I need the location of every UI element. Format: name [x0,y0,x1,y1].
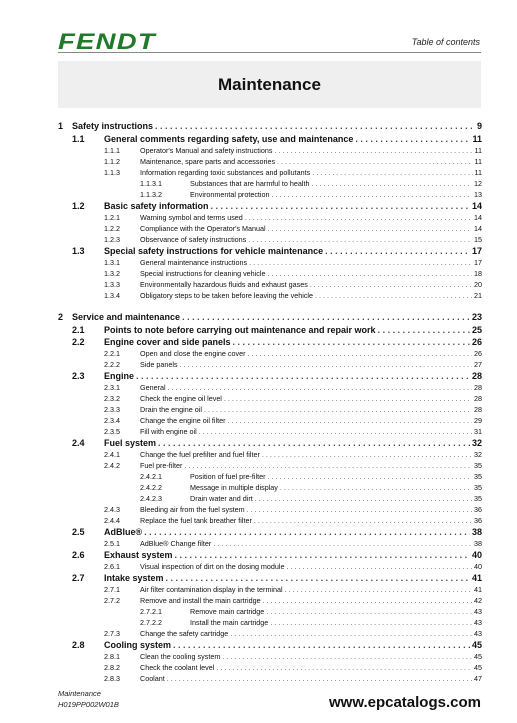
toc-entry-title: Drain water and dirt [190,494,253,503]
toc-entry-page: 17 [471,246,482,256]
toc-entry[interactable] [58,371,482,383]
toc-entry-title: Message in multiple display [190,483,278,492]
toc-entry[interactable] [58,585,482,596]
toc-entry-title: Basic safety information [104,201,209,211]
toc-entry-title: Check the engine oil level [140,394,222,403]
toc-entry-title: Environmentally hazardous fluids and exhaust gases [140,280,308,289]
toc-entry-title: Drain the engine oil [140,405,202,414]
toc-entry-title: Change the safety cartridge [140,629,229,638]
toc-entry-page: 41 [474,585,482,594]
toc-entry[interactable] [58,618,482,629]
table-of-contents [58,121,482,685]
toc-entry[interactable] [58,312,482,325]
toc-entry-title: General [140,383,166,392]
toc-entry[interactable] [58,213,482,224]
toc-entry-title: Safety instructions [72,121,154,131]
toc-entry-page: 40 [474,562,482,571]
toc-entry-page: 13 [474,190,482,199]
watermark: www.epcatalogs.com [329,694,481,711]
toc-leader-dots [280,483,472,492]
toc-entry[interactable] [58,527,482,539]
toc-entry-page: 32 [471,438,482,448]
toc-entry[interactable] [58,663,482,674]
toc-entry-number: 2.8.2 [104,663,120,672]
toc-entry-title: Open and close the engine cover [140,349,246,358]
toc-entry-page: 9 [476,121,482,131]
toc-leader-dots [285,585,472,594]
toc-entry-page: 41 [471,573,482,583]
toc-entry-title: Change the engine oil filter [140,416,226,425]
header-divider [58,52,481,53]
toc-entry-page: 27 [474,360,482,369]
toc-entry-number: 2.4.2.1 [140,472,162,481]
toc-leader-dots [144,527,470,537]
toc-entry-title: Special safety instructions for vehicle maintenance [104,246,324,256]
footer-doc-code: H019PP002W01B [58,700,119,709]
toc-entry-page: 28 [471,371,482,381]
toc-entry-number: 2.3.5 [104,427,120,436]
toc-leader-dots [230,629,472,638]
toc-leader-dots [136,371,470,381]
toc-entry[interactable] [58,201,482,213]
toc-leader-dots [180,360,472,369]
toc-entry-number: 2.3 [72,371,85,381]
toc-entry[interactable] [58,640,482,652]
toc-leader-dots [166,573,470,583]
toc-leader-dots [263,596,472,605]
toc-entry-page: 28 [474,394,482,403]
toc-leader-dots [248,235,472,244]
toc-leader-dots [167,674,472,683]
toc-leader-dots [270,618,472,627]
toc-entry[interactable] [58,596,482,607]
toc-leader-dots [266,607,472,616]
toc-entry-title: Replace the fuel tank breather filter [140,516,252,525]
toc-leader-dots [378,325,470,335]
toc-entry-number: 2.3.4 [104,416,120,425]
toc-leader-dots [213,539,472,548]
toc-entry-number: 2.4.1 [104,450,120,459]
toc-entry-number: 1.2.2 [104,224,120,233]
toc-entry-title: Special instructions for cleaning vehicle [140,269,266,278]
toc-leader-dots [255,494,472,503]
toc-entry[interactable] [58,121,482,134]
toc-entry-title: Fuel system [104,438,157,448]
toc-entry-title: General maintenance instructions [140,258,248,267]
toc-entry[interactable] [58,258,482,269]
toc-entry-page: 26 [474,349,482,358]
toc-entry-page: 14 [474,224,482,233]
toc-entry-page: 25 [471,325,482,335]
toc-entry[interactable] [58,383,482,394]
toc-entry-page: 12 [474,179,482,188]
toc-leader-dots [233,337,470,347]
toc-entry-number: 2.2.2 [104,360,120,369]
toc-leader-dots [182,312,470,322]
footer [58,688,119,710]
toc-entry[interactable] [58,450,482,461]
toc-entry-page: 15 [474,235,482,244]
toc-entry[interactable] [58,562,482,573]
toc-entry[interactable] [58,179,482,190]
toc-entry[interactable] [58,235,482,246]
toc-leader-dots [254,516,472,525]
toc-leader-dots [175,550,470,560]
toc-entry[interactable] [58,146,482,157]
toc-entry-number: 2.6 [72,550,85,560]
toc-entry[interactable] [58,607,482,618]
toc-entry-number: 2.7.2.1 [140,607,162,616]
toc-entry-page: 20 [474,280,482,289]
toc-entry[interactable] [58,438,482,450]
toc-entry-number: 2.5.1 [104,539,120,548]
toc-leader-dots [245,213,472,222]
toc-entry-page: 28 [474,383,482,392]
toc-entry-number: 2.1 [72,325,85,335]
toc-entry-title: Engine cover and side panels [104,337,231,347]
toc-entry[interactable] [58,349,482,360]
toc-leader-dots [355,134,470,144]
toc-entry-number: 1.3.2 [104,269,120,278]
toc-entry[interactable] [58,280,482,291]
toc-entry[interactable] [58,674,482,685]
toc-entry-number: 2.4.4 [104,516,120,525]
section-label: Table of contents [411,37,480,47]
toc-entry-title: Install the main cartridge [190,618,269,627]
toc-entry-number: 2.8 [72,640,85,650]
toc-entry[interactable] [58,427,482,438]
toc-entry-number: 1 [58,121,64,131]
toc-entry-page: 38 [474,539,482,548]
toc-entry-number: 2.3.1 [104,383,120,392]
title-band [58,61,481,108]
toc-entry-title: Bleeding air from the fuel system [140,505,245,514]
toc-entry-page: 11 [474,146,482,155]
toc-entry-page: 26 [471,337,482,347]
toc-leader-dots [155,121,475,131]
toc-entry-number: 1.1.1 [104,146,120,155]
toc-entry-title: Air filter contamination display in the terminal [140,585,283,594]
toc-entry[interactable] [58,573,482,585]
toc-entry-title: Information regarding toxic substances and pollutants [140,168,311,177]
toc-entry[interactable] [58,652,482,663]
toc-entry-number: 2.4.2 [104,461,120,470]
toc-entry-number: 2.7.1 [104,585,120,594]
toc-entry-number: 2.8.3 [104,674,120,683]
toc-entry-title: Warning symbol and terms used [140,213,243,222]
toc-entry-title: General comments regarding safety, use and maintenance [104,134,354,144]
toc-entry-title: Points to note before carrying out maintenance and repair work [104,325,376,335]
toc-entry-title: Obligatory steps to be taken before leaving the vehicle [140,291,314,300]
toc-entry[interactable] [58,337,482,349]
toc-entry-title: AdBlue® [104,527,143,537]
toc-entry-number: 2 [58,312,64,322]
toc-entry-title: Fuel pre-filter [140,461,183,470]
toc-entry-page: 45 [474,663,482,672]
toc-entry-title: AdBlue® Change filter [140,539,212,548]
toc-leader-dots [262,450,472,459]
toc-entry-number: 2.7.3 [104,629,120,638]
toc-entry-number: 1.3.3 [104,280,120,289]
toc-leader-dots [211,201,470,211]
toc-entry-number: 1.2 [72,201,85,211]
toc-leader-dots [222,652,472,661]
toc-leader-dots [311,179,472,188]
toc-entry-page: 29 [474,416,482,425]
toc-entry-title: Change the fuel prefilter and fuel filter [140,450,260,459]
toc-entry[interactable] [58,483,482,494]
fendt-logo: FENDT [58,29,156,54]
toc-leader-dots [274,146,472,155]
toc-entry-page: 38 [471,527,482,537]
toc-entry-number: 2.7 [72,573,85,583]
toc-leader-dots [204,405,472,414]
toc-entry-page: 35 [474,461,482,470]
toc-leader-dots [315,291,472,300]
toc-entry-title: Observance of safety instructions [140,235,247,244]
toc-entry-title: Substances that are harmful to health [190,179,310,188]
toc-leader-dots [267,269,472,278]
toc-entry-title: Compliance with the Operator's Manual [140,224,266,233]
toc-entry[interactable] [58,461,482,472]
toc-entry-title: Remove and install the main cartridge [140,596,261,605]
toc-entry-page: 45 [474,652,482,661]
toc-entry[interactable] [58,505,482,516]
toc-entry-page: 11 [472,134,482,144]
toc-entry-number: 2.5 [72,527,85,537]
toc-entry-page: 42 [474,596,482,605]
toc-entry-number: 1.2.3 [104,235,120,244]
toc-entry-page: 35 [474,483,482,492]
toc-entry-page: 17 [474,258,482,267]
toc-entry[interactable] [58,291,482,302]
toc-leader-dots [287,562,472,571]
toc-leader-dots [312,168,472,177]
toc-leader-dots [277,157,472,166]
toc-leader-dots [249,258,472,267]
toc-entry-page: 31 [474,427,482,436]
toc-leader-dots [173,640,470,650]
toc-entry-page: 47 [474,674,482,683]
toc-entry-number: 2.7.2.2 [140,618,162,627]
toc-entry-title: Operator's Manual and safety instructions [140,146,273,155]
toc-entry[interactable] [58,157,482,168]
toc-entry-number: 1.3.4 [104,291,120,300]
toc-entry[interactable] [58,168,482,179]
toc-entry-title: Engine [104,371,135,381]
toc-entry-title: Check the coolant level [140,663,215,672]
toc-entry-page: 18 [474,269,482,278]
toc-leader-dots [310,280,472,289]
toc-leader-dots [228,416,472,425]
toc-entry-page: 32 [474,450,482,459]
toc-leader-dots [184,461,472,470]
toc-entry-page: 36 [474,516,482,525]
toc-entry-page: 35 [474,472,482,481]
toc-entry-number: 2.4.2.2 [140,483,162,492]
toc-leader-dots [272,190,472,199]
toc-entry-number: 2.8.1 [104,652,120,661]
toc-leader-dots [268,472,472,481]
toc-leader-dots [247,505,472,514]
toc-entry-title: Environmental protection [190,190,270,199]
toc-entry-title: Coolant [140,674,165,683]
toc-leader-dots [268,224,472,233]
footer-manual-name: Maintenance [58,689,101,698]
toc-entry-number: 1.1 [72,134,85,144]
toc-leader-dots [168,383,472,392]
toc-entry[interactable] [58,516,482,527]
toc-entry-page: 21 [474,291,482,300]
toc-entry-title: Visual inspection of dirt on the dosing module [140,562,285,571]
toc-entry-number: 1.1.3.2 [140,190,162,199]
toc-entry-number: 1.1.3.1 [140,179,162,188]
toc-entry-page: 40 [471,550,482,560]
toc-entry-number: 1.3.1 [104,258,120,267]
toc-entry[interactable] [58,360,482,371]
toc-entry-title: Side panels [140,360,178,369]
toc-entry-number: 1.2.1 [104,213,120,222]
toc-entry-number: 1.1.2 [104,157,120,166]
toc-entry-title: Exhaust system [104,550,173,560]
toc-entry[interactable] [58,550,482,562]
toc-entry[interactable] [58,405,482,416]
toc-entry-number: 1.3 [72,246,85,256]
toc-leader-dots [158,438,470,448]
toc-entry-page: 45 [471,640,482,650]
toc-entry-page: 36 [474,505,482,514]
toc-entry-page: 35 [474,494,482,503]
toc-entry-number: 2.6.1 [104,562,120,571]
toc-entry[interactable] [58,494,482,505]
toc-leader-dots [248,349,473,358]
toc-entry[interactable] [58,224,482,235]
toc-entry-title: Fill with engine oil [140,427,197,436]
toc-entry-page: 11 [474,157,482,166]
toc-entry-title: Service and maintenance [72,312,181,322]
toc-entry-title: Position of fuel pre-filter [190,472,266,481]
toc-entry-page: 23 [471,312,482,322]
toc-entry-page: 28 [474,405,482,414]
toc-entry-title: Clean the cooling system [140,652,221,661]
toc-leader-dots [199,427,472,436]
toc-entry-page: 43 [474,629,482,638]
toc-entry-number: 2.2 [72,337,85,347]
toc-entry-number: 2.4 [72,438,85,448]
toc-entry-page: 43 [474,618,482,627]
toc-entry[interactable] [58,246,482,258]
toc-entry-number: 2.3.3 [104,405,120,414]
toc-entry-number: 2.7.2 [104,596,120,605]
toc-entry[interactable] [58,325,482,337]
toc-entry-number: 2.3.2 [104,394,120,403]
toc-entry[interactable] [58,416,482,427]
toc-entry[interactable] [58,472,482,483]
toc-entry[interactable] [58,629,482,640]
toc-entry-page: 43 [474,607,482,616]
toc-entry[interactable] [58,134,482,146]
toc-entry[interactable] [58,394,482,405]
toc-leader-dots [325,246,470,256]
toc-entry-title: Maintenance, spare parts and accessories [140,157,276,166]
toc-leader-dots [216,663,472,672]
toc-entry[interactable] [58,539,482,550]
toc-entry-number: 2.4.2.3 [140,494,162,503]
toc-entry-title: Cooling system [104,640,172,650]
page-title: Maintenance [218,74,321,94]
toc-entry-title: Remove main cartridge [190,607,265,616]
toc-entry-number: 2.2.1 [104,349,120,358]
toc-entry-number: 1.1.3 [104,168,120,177]
toc-entry-number: 2.4.3 [104,505,120,514]
toc-entry[interactable] [58,190,482,201]
toc-entry-page: 14 [471,201,482,211]
toc-entry-page: 11 [474,168,482,177]
toc-entry-title: Intake system [104,573,164,583]
toc-entry[interactable] [58,269,482,280]
toc-entry-page: 14 [474,213,482,222]
toc-gap [58,302,482,312]
toc-leader-dots [224,394,472,403]
